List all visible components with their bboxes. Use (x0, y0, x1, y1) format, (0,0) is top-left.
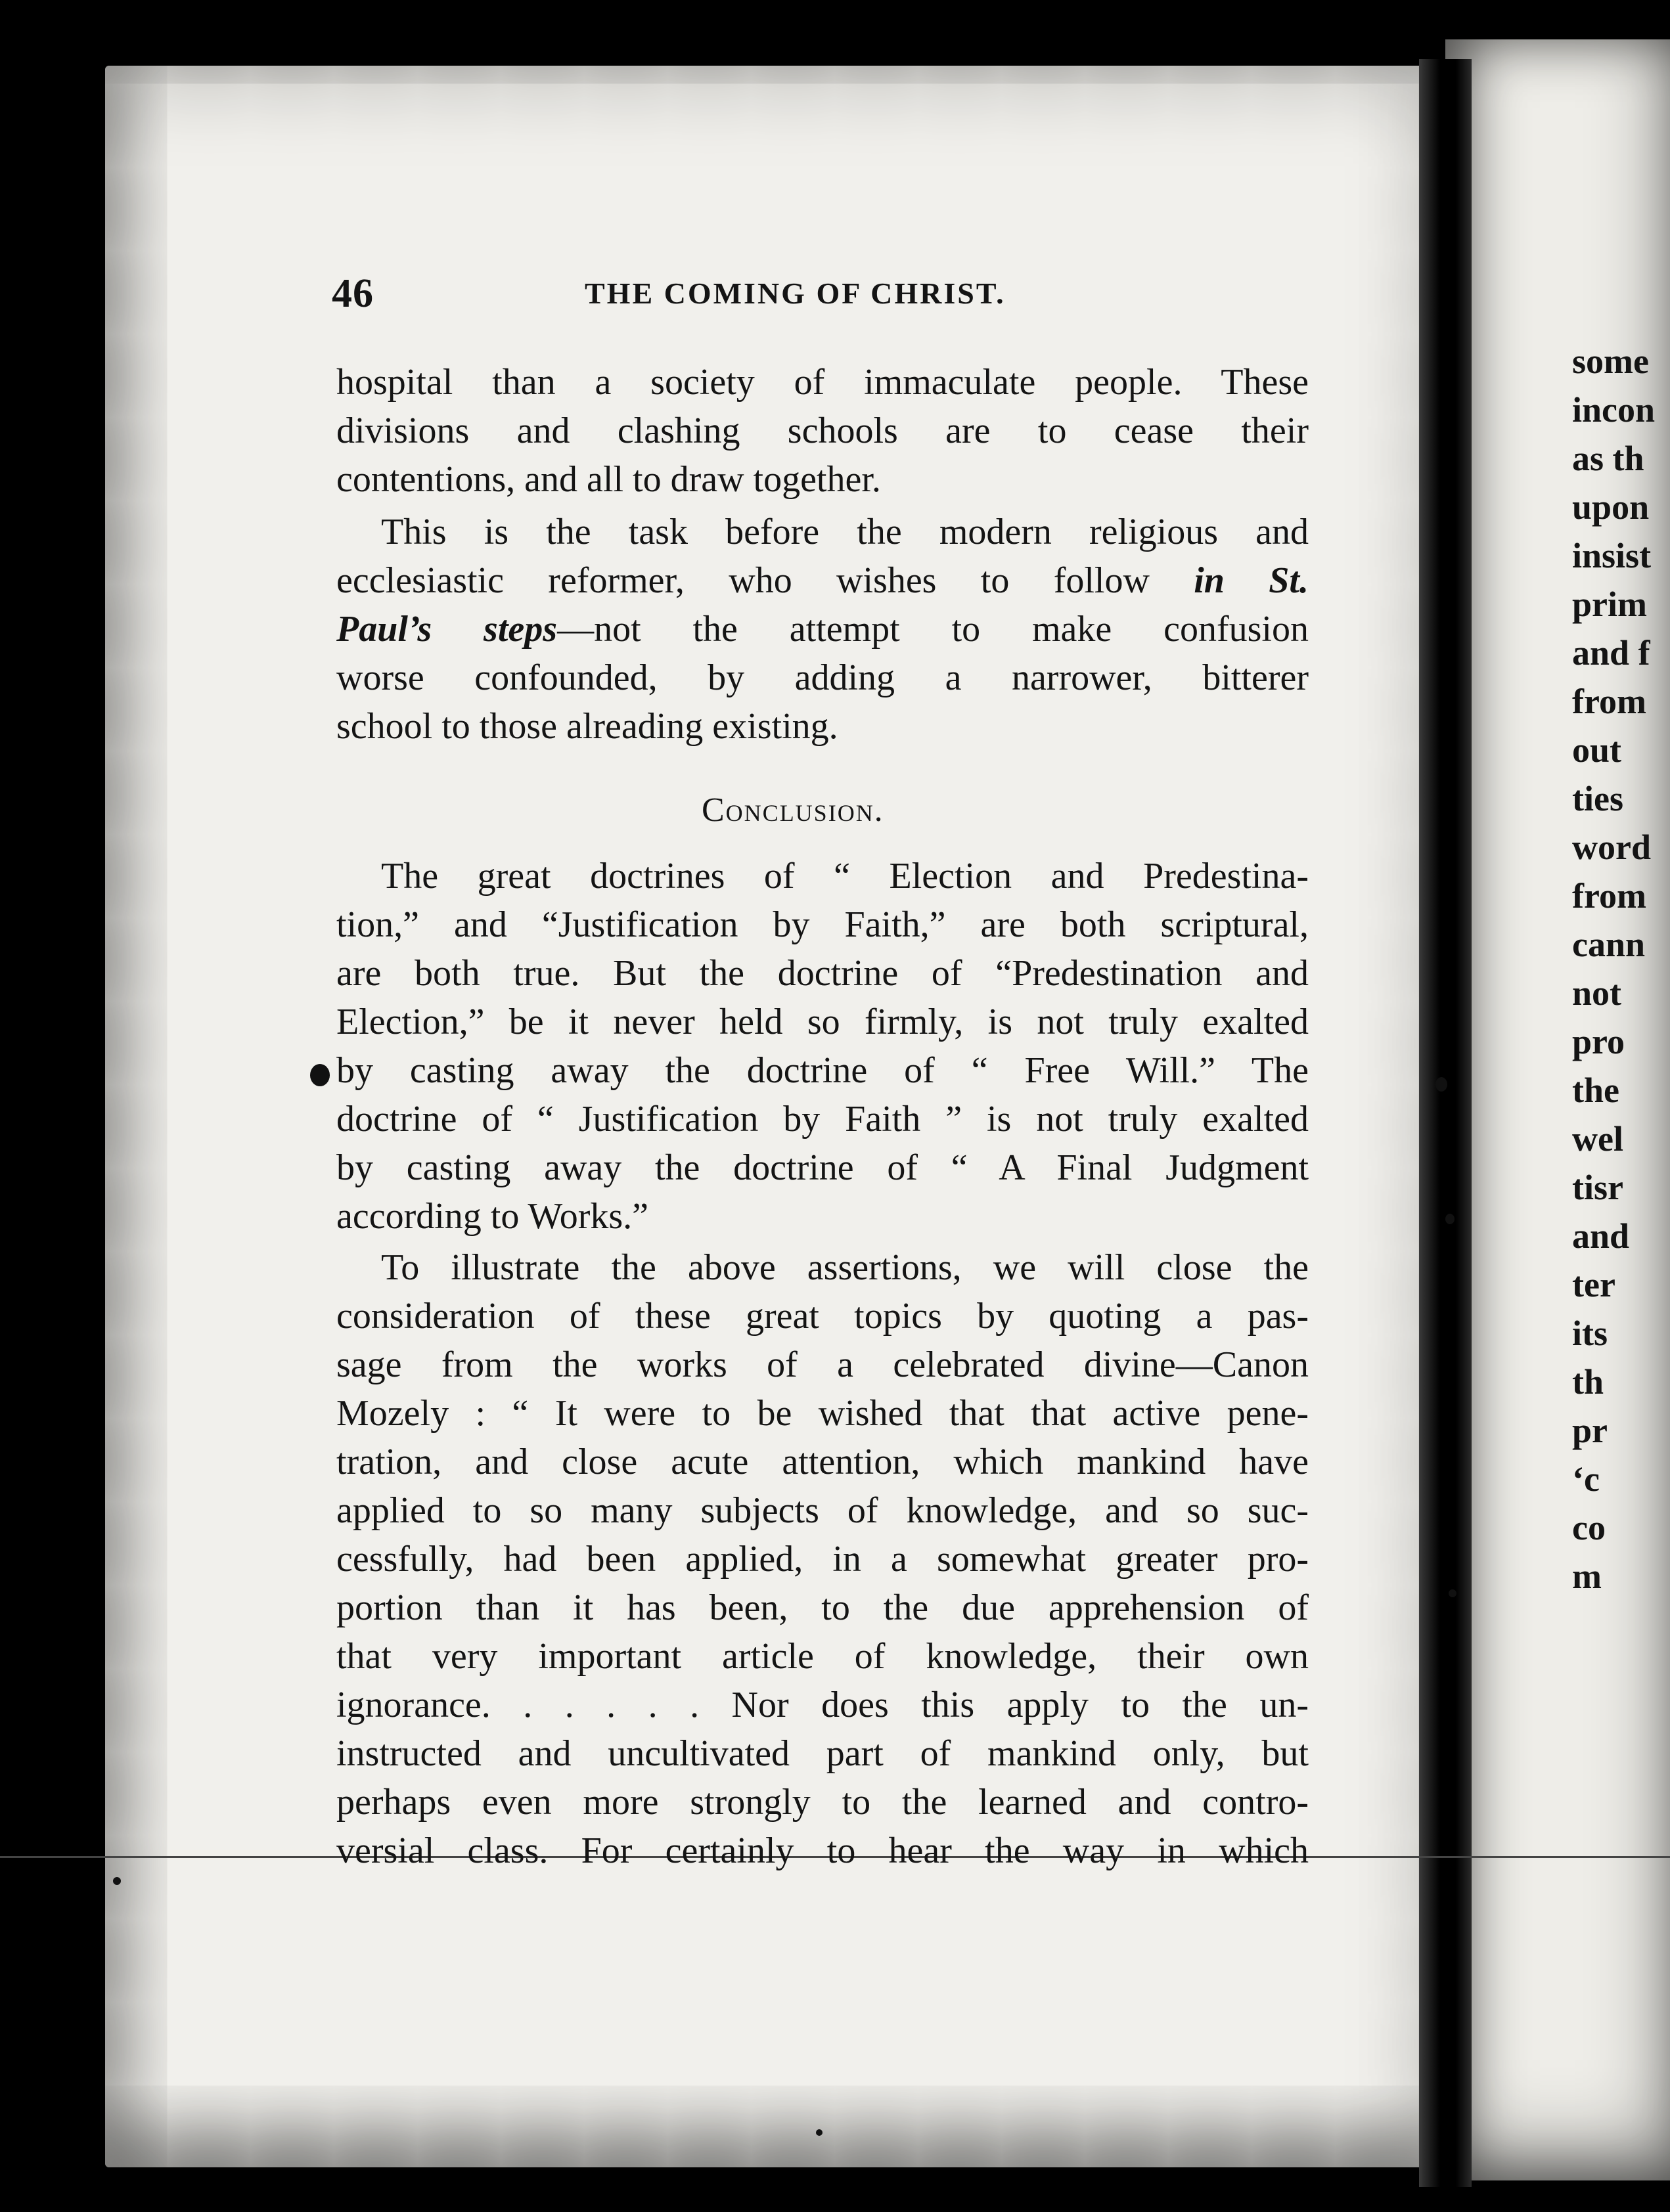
italic-text: Paul’s steps (336, 609, 558, 650)
right-page-fragment: tisr (1572, 1168, 1623, 1207)
text-line: tration, and close acute attention, which mankind have (336, 1442, 1309, 1482)
text-line (336, 606, 1309, 653)
text-line: that very important article of knowledge, their own (336, 1636, 1309, 1677)
text-line: ignorance. . . . . . Nor does this apply to the un- (336, 1685, 1309, 1725)
text-span: —not the attempt to make confusion (557, 609, 1309, 650)
text-line: school to those alreading existing. (336, 706, 838, 747)
right-page-fragment: incon (1572, 390, 1656, 430)
page-number: 46 (332, 271, 374, 316)
text-line: cessfully, had been applied, in a somewhat greater pro- (336, 1539, 1309, 1580)
text-line: doctrine of “ Justification by Faith ” is not truly exalted (336, 1099, 1309, 1139)
ink-speck (1449, 1589, 1456, 1597)
text-line: perhaps even more strongly to the learned and contro- (336, 1782, 1309, 1823)
right-page-fragment: co (1572, 1508, 1606, 1547)
text-span: ecclesiastic reformer, who wishes to follow (336, 560, 1194, 601)
right-page-fragment: from (1572, 876, 1646, 916)
ink-speck (816, 2129, 823, 2136)
text-line: To illustrate the above assertions, we will close the (381, 1247, 1309, 1288)
right-page-fragment: cann (1572, 925, 1646, 964)
text-line (336, 557, 1309, 604)
text-line: tion,” and “Justification by Faith,” are both scriptural, (336, 904, 1309, 945)
right-page-fragment: as th (1572, 439, 1644, 478)
right-page-fragment: m (1572, 1557, 1602, 1596)
text-line: sage from the works of a celebrated divine—Canon (336, 1344, 1309, 1385)
right-page-fragment: insist (1572, 536, 1652, 575)
text-line: worse confounded, by adding a narrower, bitterer (336, 657, 1309, 698)
right-page-fragment: ties (1572, 779, 1623, 818)
text-line: The great doctrines of “ Election and Predestina- (381, 856, 1309, 896)
running-title: THE COMING OF CHRIST. (585, 276, 1006, 310)
ink-speck (1445, 1214, 1455, 1224)
text-line: divisions and clashing schools are to cease their (336, 410, 1309, 451)
right-page-fragment: from (1572, 682, 1646, 721)
text-line: portion than it has been, to the due apprehension of (336, 1587, 1309, 1628)
right-page-fragment: and f (1572, 633, 1650, 673)
right-page-fragment: and (1572, 1216, 1630, 1256)
right-page-fragment: not (1572, 973, 1622, 1013)
right-page-fragment: ‘c (1572, 1459, 1600, 1499)
right-page-fragment: pro (1572, 1022, 1625, 1061)
text-line: by casting away the doctrine of “ A Final Judgment (336, 1147, 1309, 1188)
text-line: instructed and uncultivated part of mankind only, but (336, 1733, 1309, 1774)
italic-text: in St. (1194, 560, 1309, 601)
right-page-fragment: its (1572, 1314, 1608, 1353)
text-line: applied to so many subjects of knowledge, and so suc- (336, 1490, 1309, 1531)
text-line: contentions, and all to draw together. (336, 459, 881, 500)
text-line: hospital than a society of immaculate people. These (336, 362, 1309, 403)
text-line: by casting away the doctrine of “ Free Will.” The (336, 1050, 1309, 1091)
text-line: versial class. For certainly to hear the way in which (336, 1830, 1309, 1871)
right-page-fragment: the (1572, 1071, 1619, 1110)
right-page-fragment: upon (1572, 487, 1650, 527)
book-gutter (1419, 59, 1472, 2187)
text-line: Mozely : “ It were to be wished that that active pene- (336, 1393, 1309, 1434)
text-line: according to Works.” (336, 1196, 648, 1237)
text-line: consideration of these great topics by quoting a pas- (336, 1296, 1309, 1337)
right-page-fragment: pr (1572, 1411, 1608, 1450)
text-line: This is the task before the modern religious and (381, 512, 1309, 552)
right-page-fragment: wel (1572, 1119, 1623, 1159)
section-heading: Conclusion. (702, 791, 884, 829)
text-line: are both true. But the doctrine of “Predestination and (336, 953, 1309, 994)
right-page-fragment: th (1572, 1362, 1604, 1402)
ink-speck (1435, 1077, 1447, 1092)
right-page-fragment: prim (1572, 585, 1647, 624)
right-page-fragment: word (1572, 828, 1651, 867)
ink-blot (310, 1064, 330, 1086)
right-page-fragment: out (1572, 730, 1622, 770)
text-line: Election,” be it never held so firmly, is not truly exalted (336, 1002, 1309, 1042)
right-page-fragment: some (1572, 342, 1649, 381)
ink-speck (113, 1877, 121, 1885)
right-page-fragment: ter (1572, 1265, 1615, 1304)
